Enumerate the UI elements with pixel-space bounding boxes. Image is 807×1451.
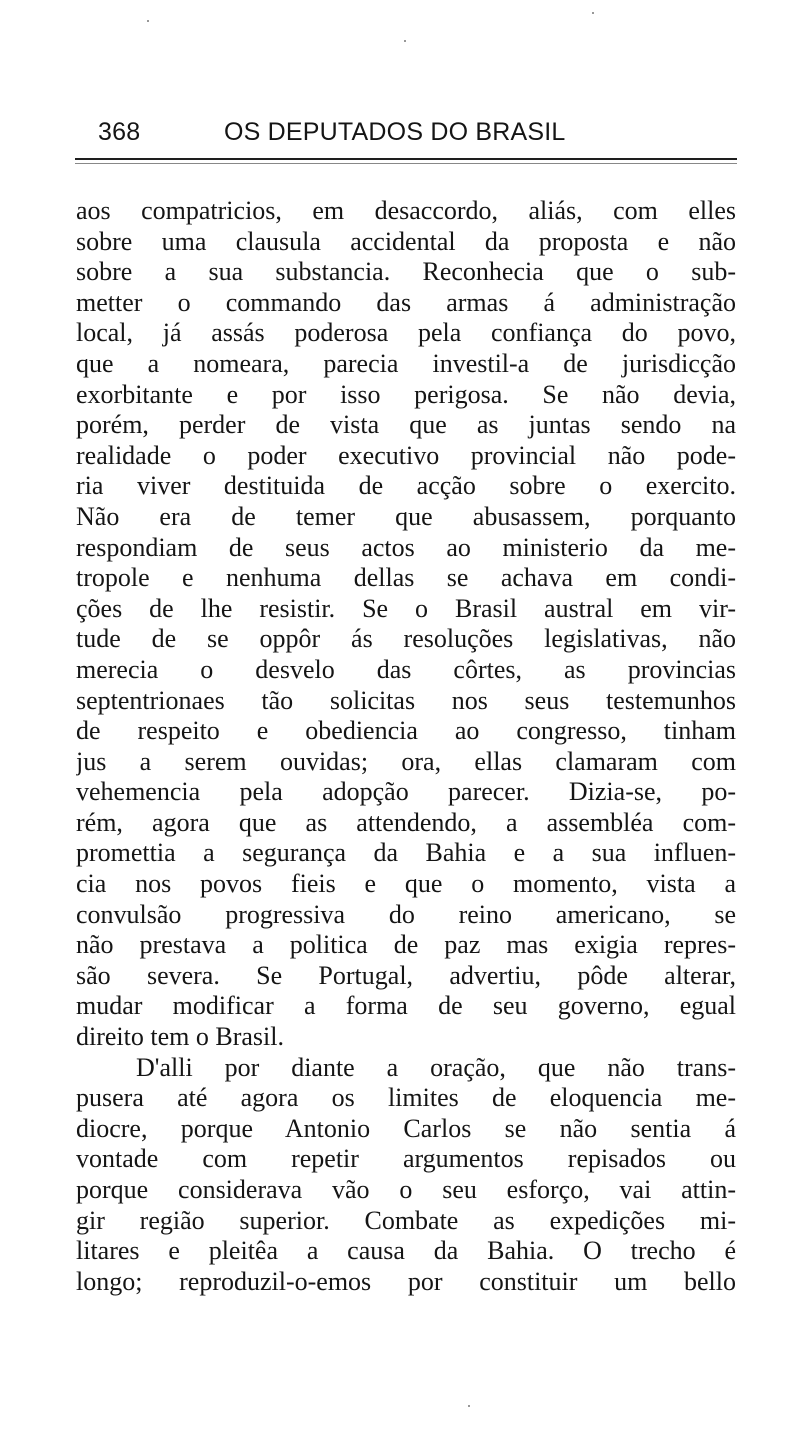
text-line: litares e pleitêa a causa da Bahia. O trecho é [76, 1236, 736, 1266]
text-line: respondiam de seus actos ao ministerio da me- [76, 532, 736, 562]
text-line: rém, agora que as attendendo, a assembléa com- [76, 807, 736, 837]
text-line: direito tem o Brasil. [76, 1022, 284, 1052]
text-line: merecia o desvelo das côrtes, as provincias [76, 654, 736, 684]
text-line: metter o commando das armas á administração [76, 287, 736, 317]
text-line: gir região superior. Combate as expedições mi- [76, 1205, 736, 1235]
text-line: vontade com repetir argumentos repisados ou [76, 1144, 736, 1174]
text-line: ria viver destituida de acção sobre o exercito. [76, 471, 736, 501]
text-line: jus a serem ouvidas; ora, ellas clamaram com [76, 746, 736, 776]
text-line: não prestava a politica de paz mas exigia repres- [76, 930, 736, 960]
text-line: convulsão progressiva do reino americano, se [76, 899, 736, 929]
text-line: local, já assás poderosa pela confiança do povo, [76, 318, 736, 348]
header-rule-thin [75, 163, 737, 164]
text-line: porém, perder de vista que as juntas sendo na [76, 410, 736, 440]
text-line: diocre, porque Antonio Carlos se não sentia á [76, 1113, 736, 1143]
header-rule [75, 158, 737, 160]
text-line: promettia a segurança da Bahia e a sua influen- [76, 838, 736, 868]
page-number: 368 [98, 118, 141, 146]
text-line: aos compatricios, em desaccordo, aliás, com elles [76, 196, 736, 225]
scan-speck [592, 12, 594, 14]
text-line: longo; reproduzil-o-emos por constituir um bello [76, 1266, 736, 1296]
scan-speck [468, 1405, 470, 1407]
text-line: Não era de temer que abusassem, porquanto [76, 501, 736, 531]
text-line: sobre a sua substancia. Reconhecia que o sub- [76, 257, 736, 287]
paragraph-2 [76, 1053, 736, 1298]
text-line: que a nomeara, parecia investil-a de jurisdicção [76, 348, 736, 378]
text-line: cia nos povos fieis e que o momento, vista a [76, 869, 736, 899]
text-line: pusera até agora os limites de eloquencia me- [76, 1083, 736, 1113]
text-line: ções de lhe resistir. Se o Brasil austral em vir- [76, 593, 736, 623]
text-line: são severa. Se Portugal, advertiu, pôde alterar, [76, 960, 736, 990]
text-line: septentrionaes tão solicitas nos seus testemunhos [76, 685, 736, 715]
paragraph-1 [76, 196, 736, 1053]
text-line: D'alli por diante a oração, que não trans- [136, 1052, 736, 1082]
running-title: OS DEPUTADOS DO BRASIL [224, 118, 566, 146]
text-line: exorbitante e por isso perigosa. Se não devia, [76, 379, 736, 409]
running-head [98, 118, 738, 158]
text-line: porque considerava vão o seu esforço, vai attin- [76, 1175, 736, 1204]
text-line: tude de se oppôr ás resoluções legislativas, não [76, 624, 736, 654]
scan-speck [147, 20, 149, 22]
body-text [76, 196, 736, 1297]
text-line: sobre uma clausula accidental da proposta e não [76, 226, 736, 256]
text-line: tropole e nenhuma dellas se achava em condi- [76, 563, 736, 593]
text-line: mudar modificar a forma de seu governo, egual [76, 991, 736, 1021]
text-line: vehemencia pela adopção parecer. Dizia-se, po- [76, 777, 736, 807]
text-line: de respeito e obediencia ao congresso, tinham [76, 716, 736, 746]
scan-speck [404, 40, 406, 42]
text-line: realidade o poder executivo provincial não pode- [76, 440, 736, 470]
